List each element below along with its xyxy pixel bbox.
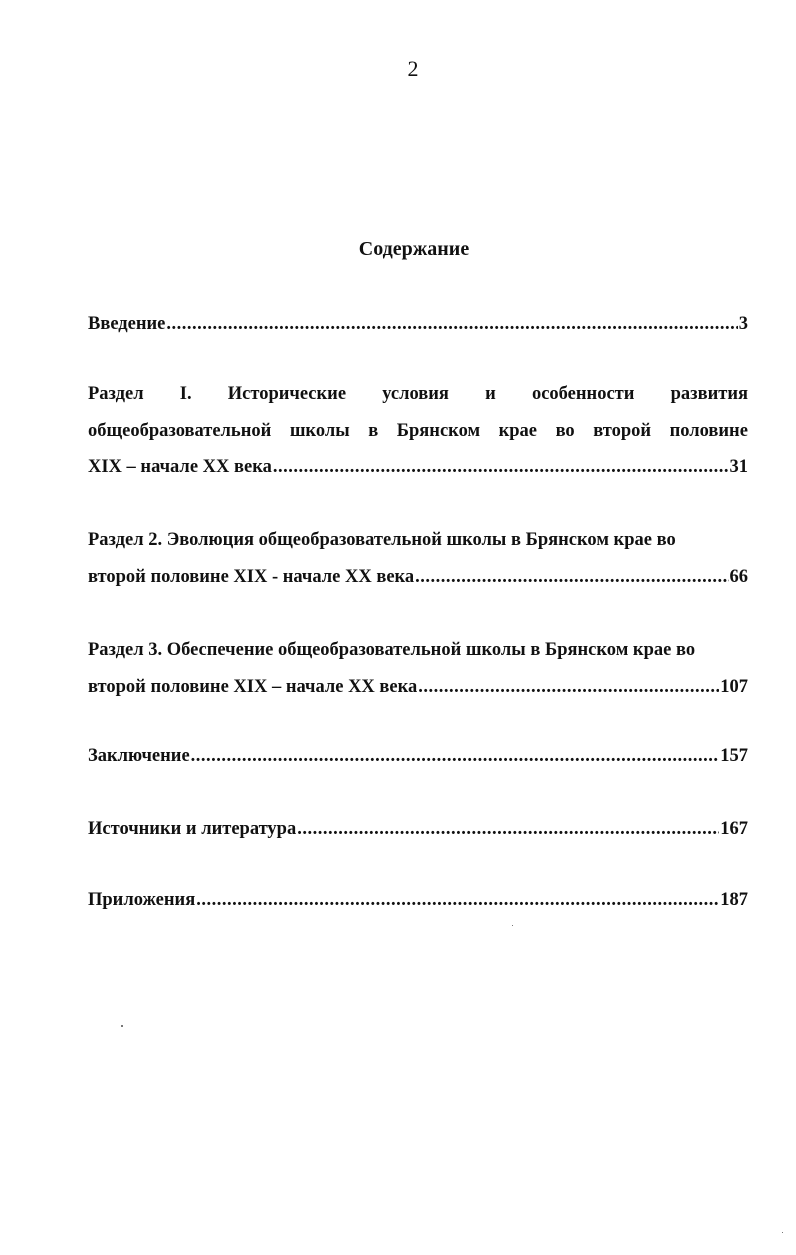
word: школы: [289, 420, 350, 441]
leader-dots: [415, 559, 728, 596]
entry-label: Введение: [88, 314, 166, 334]
entry-label: Приложения: [88, 890, 196, 910]
entry-page-number: 167: [720, 819, 748, 839]
word: развития: [670, 384, 748, 404]
word: во: [555, 420, 575, 441]
entry-label: Раздел 3. Обеспечение общеобразовательной школы в Брянском крае во: [88, 640, 696, 660]
entry-line-2: [88, 669, 748, 706]
entry-label: XIX – начале XX века: [88, 457, 272, 477]
leader-dots: [297, 811, 719, 848]
word: условия: [382, 384, 449, 404]
entry-label: Заключение: [88, 746, 190, 766]
entry-page-number: 31: [729, 457, 748, 477]
entry-label: второй половине XIX - начале XX века: [88, 566, 415, 587]
leader-dots: [196, 882, 719, 919]
leader-dots: [191, 738, 720, 775]
entry-page-number: 187: [720, 890, 748, 910]
word: I.: [179, 384, 192, 404]
word: особенности: [531, 384, 635, 404]
scan-speck: [782, 1232, 783, 1233]
entry-page-number: 107: [720, 676, 748, 697]
word: половине: [669, 420, 748, 441]
toc-entry-section-3[interactable]: [88, 632, 748, 705]
scan-speck: [121, 1025, 123, 1027]
entry-line-1: [88, 522, 748, 559]
word: общеобразовательной: [88, 420, 272, 441]
toc-entry-introduction[interactable]: [88, 306, 748, 343]
page-number: 2: [407, 56, 419, 81]
leader-dots: [166, 306, 737, 343]
toc-entry-sources[interactable]: [88, 811, 748, 848]
toc-entry-conclusion[interactable]: [88, 738, 748, 775]
entry-label: Раздел 2. Эволюция общеобразовательной школы в Брянском крае во: [88, 530, 676, 550]
word: Раздел: [88, 384, 144, 404]
word: в: [368, 420, 379, 441]
entry-line-2: [88, 559, 748, 596]
word: и: [485, 384, 496, 404]
entry-line-1: [88, 632, 748, 669]
toc-entry-appendices[interactable]: [88, 882, 748, 919]
entry-line-2: [88, 413, 748, 450]
toc-title: Содержание: [358, 238, 470, 260]
entry-page-number: 66: [729, 566, 748, 587]
toc-entry-section-2[interactable]: [88, 522, 748, 595]
entry-line-1: [88, 376, 748, 413]
word: второй: [593, 420, 652, 441]
word: Брянском: [396, 420, 481, 441]
word: крае: [498, 420, 538, 441]
leader-dots: [273, 449, 729, 486]
word: Исторические: [227, 384, 347, 404]
entry-label: Источники и литература: [88, 819, 297, 839]
entry-page-number: 3: [738, 314, 748, 334]
leader-dots: [418, 669, 719, 706]
entry-line-3: [88, 449, 748, 486]
entry-label: второй половине XIX – начале XX века: [88, 676, 418, 697]
entry-page-number: 157: [720, 746, 748, 766]
scan-speck: [512, 925, 513, 926]
toc-entry-section-1[interactable]: [88, 376, 748, 486]
